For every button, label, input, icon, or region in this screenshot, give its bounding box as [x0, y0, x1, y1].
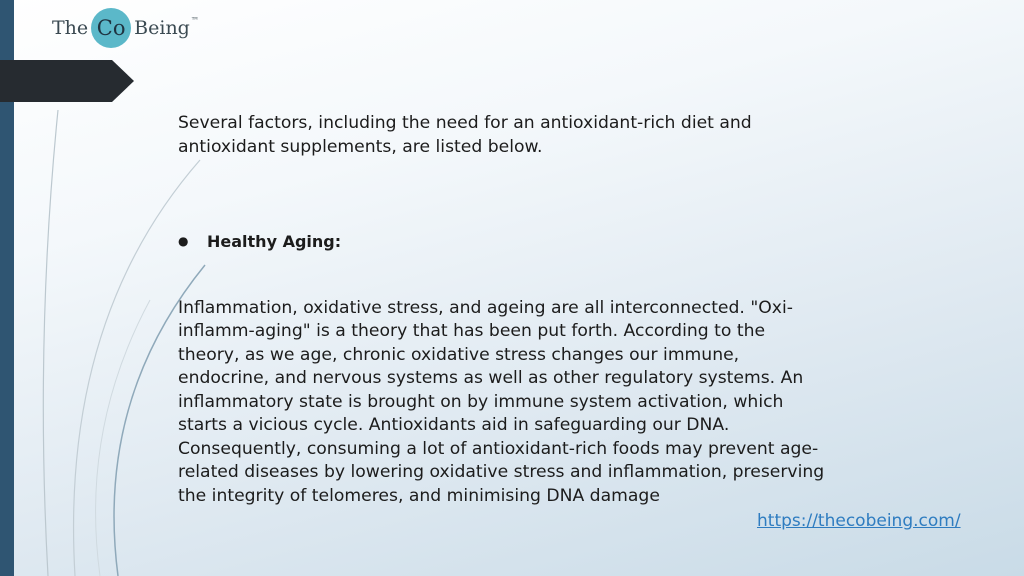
logo-text-being: Being	[134, 17, 190, 39]
logo-trademark: ™	[190, 16, 199, 25]
slide-content	[178, 112, 828, 508]
body-paragraph: Inflammation, oxidative stress, and ageing are all interconnected. "Oxi-inflamm-aging" is a theory that has been put forth. According to the theory, as we age, chronic oxidative stress changes our immune, endocrine, and nervous systems as well as other regulatory systems. An inflammatory state is brought on by immune system activation, which starts a vicious cycle. Antioxidants aid in safeguarding our DNA. Consequently, consuming a lot of antioxidant-rich foods may prevent age-related diseases by lowering oxidative stress and inflammation, preserving the integrity of telomeres, and minimising DNA damage	[178, 297, 825, 506]
logo-text-the: The	[52, 17, 89, 39]
bullet-heading: Healthy Aging:	[207, 232, 342, 251]
brand-logo	[52, 6, 199, 50]
website-link[interactable]: https://thecobeing.com/	[757, 511, 961, 531]
logo-text-co: Co	[96, 16, 126, 40]
bullet-dot-icon: ●	[178, 234, 189, 248]
bullet-item	[178, 230, 828, 254]
arrow-tab-shape	[0, 60, 134, 102]
intro-text: Several factors, including the need for an antioxidant-rich diet and antioxidant supplements, are listed below.	[178, 113, 752, 157]
logo-circle	[91, 8, 131, 48]
